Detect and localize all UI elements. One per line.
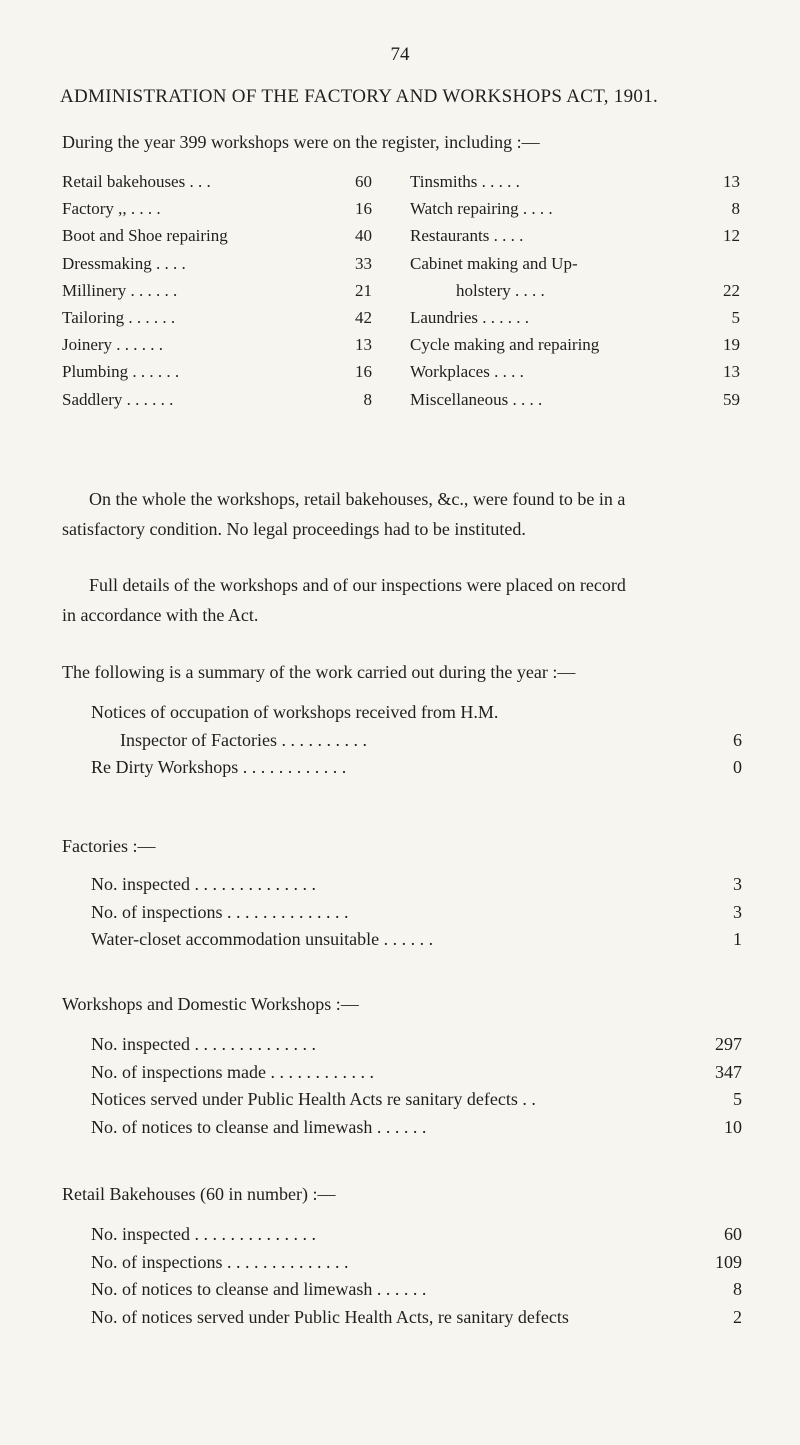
paragraph-details: [62, 570, 762, 630]
register-value: 13: [355, 335, 372, 355]
item-value: 60: [724, 1224, 742, 1244]
item-value: 5: [733, 1089, 742, 1109]
item-value: 347: [715, 1061, 742, 1082]
register-row: [62, 281, 372, 308]
register-row: [62, 362, 372, 389]
list-item: [62, 1089, 742, 1117]
list-item: [62, 1062, 742, 1090]
register-label: holstery . . . .: [456, 280, 545, 300]
item-value: 109: [715, 1251, 742, 1272]
item-label: No. of inspections . . . . . . . . . . . . . .: [91, 1251, 349, 1272]
item-value: 10: [724, 1116, 742, 1137]
list-item: [62, 1034, 742, 1062]
paragraph-line: Full details of the workshops and of our inspections were placed on record: [89, 575, 626, 595]
summary-list: [62, 702, 742, 785]
register-label: Dressmaking . . . .: [62, 253, 186, 273]
register-row: [62, 335, 372, 362]
list-item: [62, 1279, 742, 1307]
register-label: Tinsmiths . . . . .: [410, 172, 520, 191]
list-item: [62, 702, 742, 730]
register-value: 5: [731, 307, 740, 327]
summary-intro: The following is a summary of the work carried out during the year :—: [62, 662, 576, 682]
register-label: Workplaces . . . .: [410, 362, 524, 382]
register-value: 33: [355, 253, 372, 273]
register-value: 59: [723, 389, 740, 409]
register-label: Restaurants . . . .: [410, 226, 524, 246]
register-label: Millinery . . . . . .: [62, 280, 178, 300]
item-value: 8: [733, 1279, 742, 1299]
item-label: No. inspected . . . . . . . . . . . . . .: [91, 1034, 316, 1054]
paragraph-line: in accordance with the Act.: [62, 605, 259, 625]
bakehouses-list: [62, 1224, 742, 1334]
list-item: [62, 874, 742, 902]
list-item: [62, 929, 742, 957]
register-label: Boot and Shoe repairing: [62, 226, 228, 246]
register-row: [410, 308, 740, 335]
register-value: 60: [355, 172, 372, 191]
list-item: [62, 1117, 742, 1145]
register-value: 13: [723, 172, 740, 191]
section-title-bakehouses: Retail Bakehouses (60 in number) :—: [62, 1184, 336, 1204]
item-value: 1: [733, 929, 742, 949]
register-row: [410, 226, 740, 253]
item-label: No. of inspections made . . . . . . . . . . . .: [91, 1061, 374, 1082]
register-right-column: [410, 172, 740, 417]
item-label: No. of notices served under Public Health Acts, re sanitary defects: [91, 1306, 569, 1327]
workshops-list: [62, 1034, 742, 1144]
item-label: Notices of occupation of workshops received from H.M.: [91, 702, 499, 722]
register-label: Laundries . . . . . .: [410, 307, 529, 327]
list-item: [62, 1307, 742, 1335]
page-heading: ADMINISTRATION OF THE FACTORY AND WORKSHOPS ACT, 1901.: [60, 86, 659, 107]
list-item: [62, 902, 742, 930]
item-value: 3: [733, 874, 742, 894]
register-label: Watch repairing . . . .: [410, 199, 553, 219]
register-label: Cabinet making and Up-: [410, 253, 578, 273]
register-value: 12: [723, 226, 740, 246]
section-title-workshops: Workshops and Domestic Workshops :—: [62, 994, 359, 1014]
register-value: 22: [723, 280, 740, 300]
register-label: Factory ,, . . . .: [62, 199, 161, 219]
item-value: 2: [733, 1306, 742, 1327]
register-row: [410, 254, 740, 281]
register-row: [62, 308, 372, 335]
register-value: 40: [355, 226, 372, 246]
register-row: [410, 199, 740, 226]
register-value: 13: [723, 362, 740, 382]
register-row: [410, 335, 740, 362]
item-label: Water-closet accommodation unsuitable . . . . . .: [91, 929, 434, 949]
register-row: [62, 172, 372, 199]
item-label: No. inspected . . . . . . . . . . . . . .: [91, 874, 316, 894]
register-label: Tailoring . . . . . .: [62, 307, 176, 327]
register-value: 16: [355, 199, 372, 219]
item-value: 297: [715, 1034, 742, 1054]
list-item: [62, 757, 742, 785]
item-label: Re Dirty Workshops . . . . . . . . . . . .: [91, 757, 347, 777]
register-row: [62, 254, 372, 281]
section-title-factories: Factories :—: [62, 836, 156, 856]
paragraph-line: On the whole the workshops, retail bakehouses, &c., were found to be in a: [89, 489, 626, 509]
register-row: [62, 199, 372, 226]
register-label: Saddlery . . . . . .: [62, 389, 174, 409]
register-value: 42: [355, 307, 372, 327]
item-value: 3: [733, 901, 742, 922]
item-label: No. of notices to cleanse and limewash . . . . . .: [91, 1279, 427, 1299]
item-label: No. inspected . . . . . . . . . . . . . .: [91, 1224, 316, 1244]
register-label: Joinery . . . . . .: [62, 335, 164, 355]
item-label: Notices served under Public Health Acts re sanitary defects . .: [91, 1089, 536, 1109]
list-item: [62, 730, 742, 758]
register-label: Retail bakehouses . . .: [62, 172, 211, 191]
register-row: [410, 390, 740, 417]
page-number: 74: [390, 44, 410, 65]
register-row: [410, 362, 740, 389]
list-item: [62, 1252, 742, 1280]
register-row: [410, 172, 740, 199]
register-intro: During the year 399 workshops were on the register, including :—: [62, 132, 540, 152]
register-value: 16: [355, 362, 372, 382]
register-row: [62, 390, 372, 417]
item-label: No. of inspections . . . . . . . . . . . . . .: [91, 901, 349, 922]
item-value: 0: [733, 757, 742, 777]
list-item: [62, 1224, 742, 1252]
register-label: Plumbing . . . . . .: [62, 362, 180, 382]
item-label: No. of notices to cleanse and limewash . . . . . .: [91, 1116, 427, 1137]
factories-list: [62, 874, 742, 957]
item-label: Inspector of Factories . . . . . . . . . .: [120, 729, 367, 750]
register-value: 21: [355, 280, 372, 300]
item-value: 6: [733, 729, 742, 750]
paragraph-condition: [62, 484, 762, 544]
register-row: [410, 281, 740, 308]
register-label: Miscellaneous . . . .: [410, 389, 543, 409]
register-value: 19: [723, 335, 740, 355]
register-label: Cycle making and repairing: [410, 335, 600, 355]
register-value: 8: [363, 389, 372, 409]
register-left-column: [62, 172, 372, 417]
paragraph-line: satisfactory condition. No legal proceedings had to be instituted.: [62, 519, 526, 539]
register-value: 8: [731, 199, 740, 219]
register-row: [62, 226, 372, 253]
